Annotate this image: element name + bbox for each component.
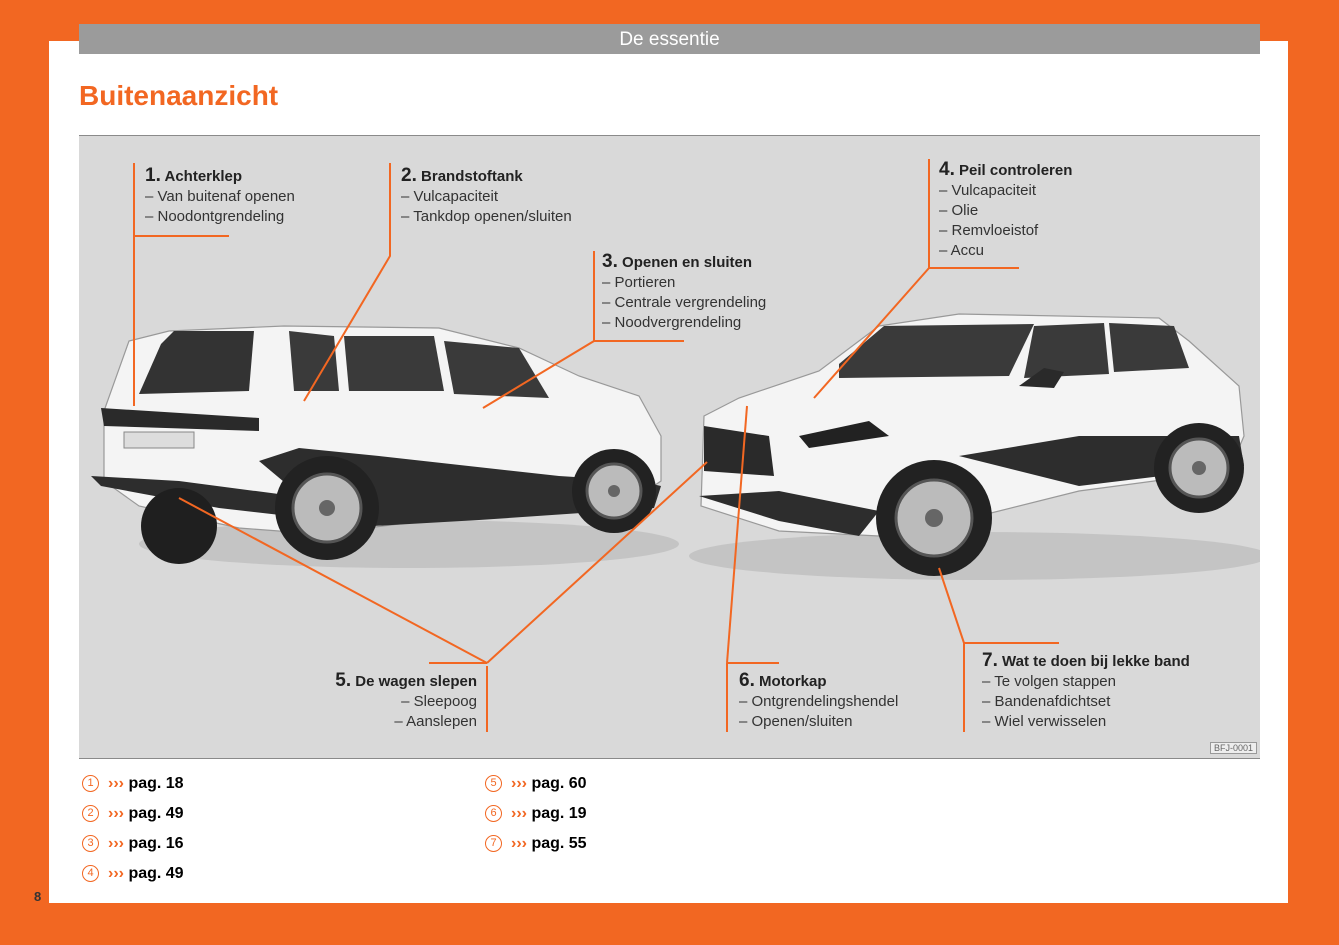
callout-4-title: Peil controleren [959,162,1073,179]
arrow-icon: ››› [511,775,527,792]
page-title: Buitenaanzicht [79,80,279,111]
circled-number: 4 [82,865,99,882]
page-number: 8 [34,889,42,904]
callout-5-item: – Aanslepen [394,713,477,730]
circled-number: 6 [485,805,502,822]
callout-4-item: – Olie [939,202,979,219]
page-ref: pag. 55 [531,835,587,852]
callout-4-number: 4. [939,159,955,180]
arrow-icon: ››› [108,865,124,882]
callout-4-item: – Accu [939,242,985,259]
figure-code: BFJ-0001 [1210,742,1257,754]
callout-7-title: Wat te doen bij lekke band [1002,653,1190,670]
callout-2-item: – Vulcapaciteit [401,188,499,205]
reference-link-5[interactable] [485,775,587,793]
callout-6-title: Motorkap [759,673,827,690]
callout-7-item: – Bandenafdichtset [982,693,1111,710]
reference-link-7[interactable] [485,835,587,853]
callout-7-number: 7. [982,650,998,671]
callout-1-title: Achterklep [164,168,243,185]
circled-number: 2 [82,805,99,822]
callout-5-number: 5. [335,670,352,691]
page-ref: pag. 19 [531,805,587,822]
reference-link-6[interactable] [485,805,587,823]
callout-5-title: De wagen slepen [355,673,477,690]
reference-link-3[interactable] [82,835,184,853]
callout-4-check-levels [939,160,1072,261]
callout-2-fuel-tank [401,166,572,227]
callout-1-item: – Noodontgrendeling [145,208,285,225]
circled-number: 5 [485,775,502,792]
circled-number: 1 [82,775,99,792]
section-header: De essentie [79,24,1260,54]
front-car-image [689,314,1260,580]
callout-7-item: – Wiel verwisselen [982,713,1107,730]
arrow-icon: ››› [108,835,124,852]
circled-number: 7 [485,835,502,852]
callout-3-item: – Centrale vergrendeling [602,294,767,311]
exterior-figure [79,135,1260,759]
page-ref: pag. 18 [128,775,184,792]
callout-5-towing [335,671,477,732]
page-ref: pag. 49 [128,805,184,822]
callout-1-item: – Van buitenaf openen [145,188,295,205]
rear-car-image [91,326,679,568]
callout-6-item: – Openen/sluiten [739,713,853,730]
arrow-icon: ››› [108,775,124,792]
callout-2-item: – Tankdop openen/sluiten [401,208,572,225]
callout-4-item: – Vulcapaciteit [939,182,1037,199]
callout-6-item: – Ontgrendelingshendel [739,693,899,710]
reference-link-4[interactable] [82,865,184,883]
arrow-icon: ››› [511,805,527,822]
callout-3-open-close [602,252,766,333]
reference-link-1[interactable] [82,775,184,793]
arrow-icon: ››› [108,805,124,822]
callout-2-number: 2. [401,165,417,186]
arrow-icon: ››› [511,835,527,852]
callout-6-bonnet [739,671,898,732]
page-ref: pag. 16 [128,835,184,852]
callout-7-item: – Te volgen stappen [982,673,1116,690]
callout-3-title: Openen en sluiten [622,254,753,271]
reference-link-2[interactable] [82,805,184,823]
page-ref: pag. 49 [128,865,184,882]
callout-4-item: – Remvloeistof [939,222,1039,239]
page-ref: pag. 60 [531,775,587,792]
callout-5-item: – Sleepoog [401,693,477,710]
callout-3-item: – Noodvergrendeling [602,314,742,331]
callout-1-tailgate [145,166,295,227]
callout-2-title: Brandstoftank [421,168,523,185]
callout-3-number: 3. [602,251,618,272]
callout-3-item: – Portieren [602,274,676,291]
callout-7-flat-tyre [982,651,1190,732]
callout-6-number: 6. [739,670,755,691]
callout-1-number: 1. [145,165,161,186]
circled-number: 3 [82,835,99,852]
